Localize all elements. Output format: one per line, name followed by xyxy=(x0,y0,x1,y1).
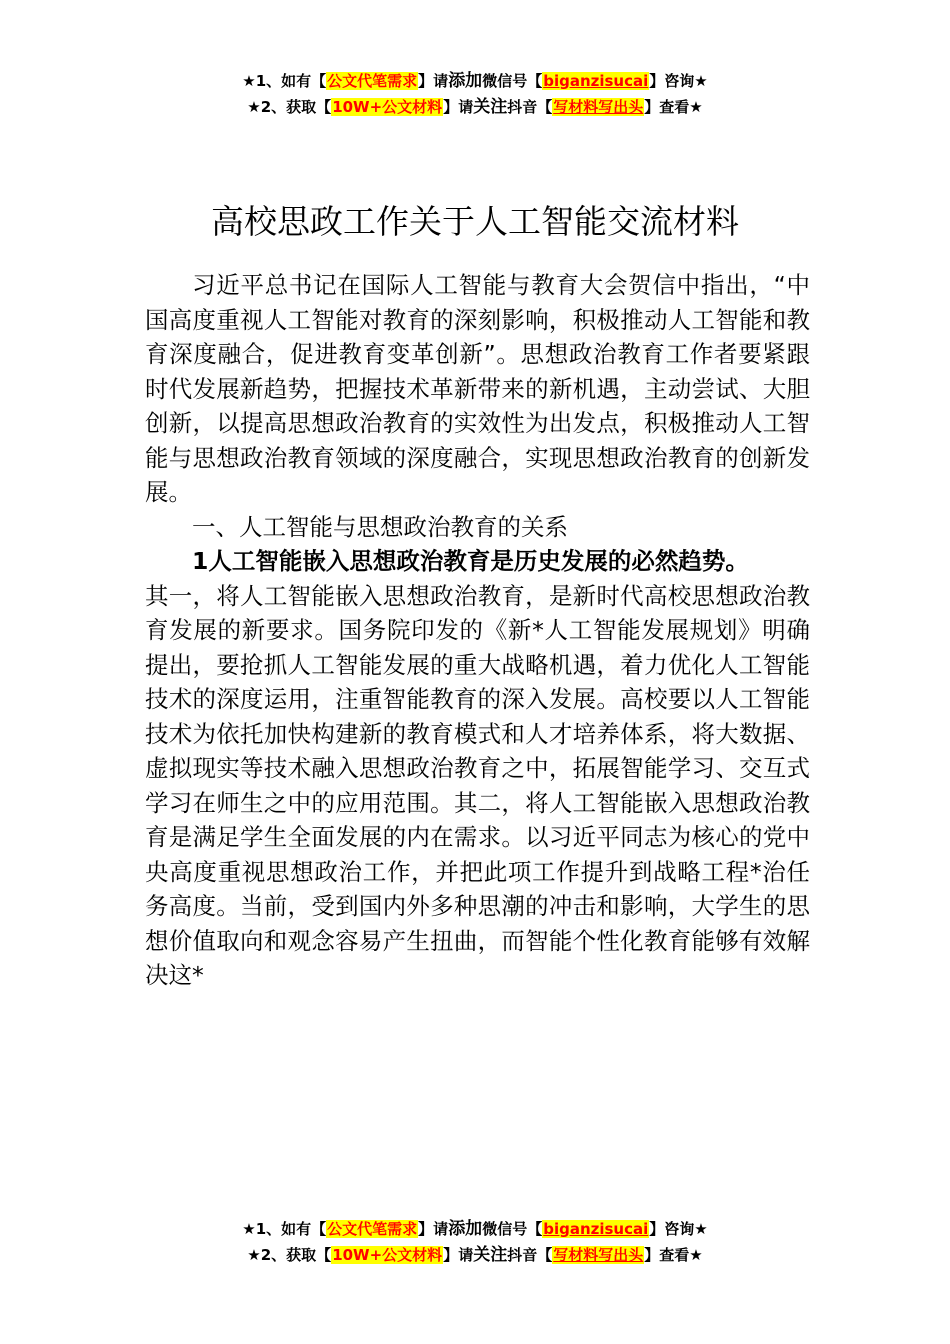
highlight-materials: 10W+公文材料 xyxy=(332,1246,443,1264)
banner-text: 】查看★ xyxy=(644,98,703,116)
banner-text: 】咨询★ xyxy=(649,72,708,90)
footer-banner xyxy=(0,1216,950,1268)
section-heading: 一、人工智能与思想政治教育的关系 xyxy=(192,512,568,541)
banner-text: 微信号【 xyxy=(482,1220,543,1238)
banner-text: ★1、如有【 xyxy=(242,1220,327,1238)
banner-emphasis: 关注 xyxy=(473,1245,508,1265)
banner-line-1 xyxy=(0,68,950,94)
highlight-service: 公文代笔需求 xyxy=(327,1220,418,1238)
banner-line-1 xyxy=(0,1216,950,1242)
banner-text: 微信号【 xyxy=(482,72,543,90)
header-banner xyxy=(0,68,950,120)
highlight-materials: 10W+公文材料 xyxy=(332,98,443,116)
wechat-id-link[interactable]: biganzisucai xyxy=(543,1220,649,1238)
banner-text: 】查看★ xyxy=(644,1246,703,1264)
body-paragraph: 其一，将人工智能嵌入思想政治教育，是新时代高校思想政治教育发展的新要求。国务院印发的《新*人工智能发展规划》明确提出，要抢抓人工智能发展的重大战略机遇，着力优化人工智能技术的深度运用，注重智能教育的深入发展。高校要以人工智能技术为依托加快构建新的教育模式和人才培养体系，将大数据、虚拟现实等技术融入思想政治教育之中，拓展智能学习、交互式学习在师生之中的应用范围。其二，将人工智能嵌入思想政治教育是满足学生全面发展的内在需求。以习近平同志为核心的党中央高度重视思想政治工作，并把此项工作提升到战略工程*治任务高度。当前，受到国内外多种思潮的冲击和影响，大学生的思想价值取向和观念容易产生扭曲，而智能个性化教育能够有效解决这* xyxy=(145,581,810,989)
banner-emphasis: 添加 xyxy=(448,71,483,91)
intro-paragraph: 习近平总书记在国际人工智能与教育大会贺信中指出，“中国高度重视人工智能对教育的深刻影响，积极推动人工智能和教育深度融合，促进教育变革创新”。思想政治教育工作者要紧跟时代发展新趋势，把握技术革新带来的新机遇，主动尝试、大胆创新，以提高思想政治教育的实效性为出发点，积极推动人工智能与思想政治教育领域的深度融合，实现思想政治教育的创新发展。 xyxy=(145,271,810,506)
subsection-heading: 1人工智能嵌入思想政治教育是历史发展的必然趋势。 xyxy=(192,547,749,575)
banner-text: 】请 xyxy=(443,1246,474,1264)
banner-text: 】咨询★ xyxy=(649,1220,708,1238)
banner-text: ★2、获取【 xyxy=(247,1246,332,1264)
document-title: 高校思政工作关于人工智能交流材料 xyxy=(211,202,739,242)
banner-text: 】请 xyxy=(443,98,474,116)
banner-text: 抖音【 xyxy=(507,98,553,116)
highlight-service: 公文代笔需求 xyxy=(327,72,418,90)
banner-text: ★1、如有【 xyxy=(242,72,327,90)
banner-text: 抖音【 xyxy=(507,1246,553,1264)
banner-line-2 xyxy=(0,1242,950,1268)
banner-text: 】请 xyxy=(418,1220,449,1238)
wechat-id-link[interactable]: biganzisucai xyxy=(543,72,649,90)
douyin-account-link[interactable]: 写材料写出头 xyxy=(553,1246,644,1264)
banner-text: 】请 xyxy=(418,72,449,90)
banner-emphasis: 添加 xyxy=(448,1219,483,1239)
banner-text: ★2、获取【 xyxy=(247,98,332,116)
document-body xyxy=(145,268,810,993)
douyin-account-link[interactable]: 写材料写出头 xyxy=(553,98,644,116)
banner-emphasis: 关注 xyxy=(473,97,508,117)
banner-line-2 xyxy=(0,94,950,120)
